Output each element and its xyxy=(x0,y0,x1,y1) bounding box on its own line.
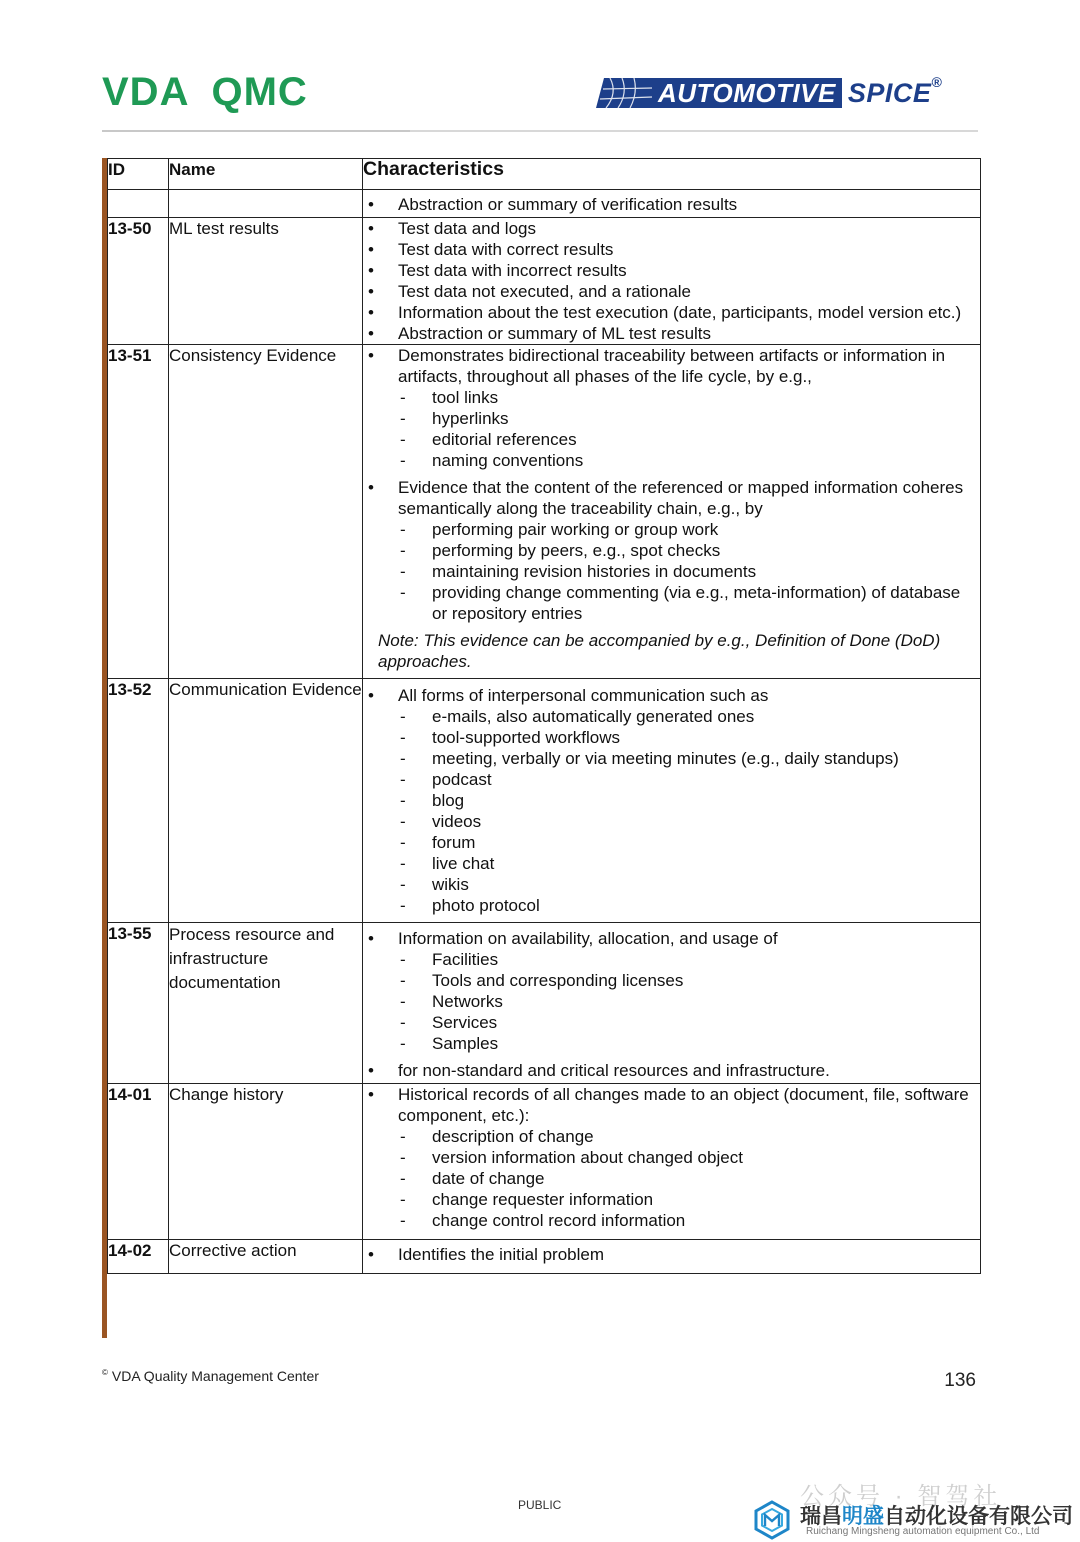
dash-item: - maintaining revision histories in documents xyxy=(398,561,980,582)
bullet-item xyxy=(363,345,980,471)
bullet-item xyxy=(363,1084,980,1231)
table-row xyxy=(108,1240,981,1274)
table-row xyxy=(108,1084,981,1240)
cell-id: 13-51 xyxy=(108,345,169,679)
dash-item: - performing pair working or group work xyxy=(398,519,980,540)
cell-characteristics xyxy=(363,345,981,679)
dash-item: - change control record information xyxy=(398,1210,980,1231)
table-header-row xyxy=(108,159,981,190)
cell-name: Consistency Evidence xyxy=(169,345,363,679)
company-name-part: 自动化设备有限公司 xyxy=(884,1504,1073,1528)
watermark-faded-text: 公众号 · 智驾社 xyxy=(800,1483,1002,1510)
bullet-item: • for non-standard and critical resources and infrastructure. xyxy=(363,1060,980,1081)
cell-name: Communication Evidence xyxy=(169,679,363,923)
copyright-symbol: © xyxy=(102,1368,108,1377)
dash-item: - blog xyxy=(398,790,980,811)
dash-item: - naming conventions xyxy=(398,450,980,471)
cell-characteristics xyxy=(363,1084,981,1240)
registered-mark: ® xyxy=(931,73,943,90)
dash-item: - change requester information xyxy=(398,1189,980,1210)
dash-item: - tool links xyxy=(398,387,980,408)
dash-item: - photo protocol xyxy=(398,895,980,916)
bullet-text: Information on availability, allocation, and usage of xyxy=(398,929,778,948)
footer-org: VDA Quality Management Center xyxy=(111,1368,319,1384)
cell-characteristics xyxy=(363,190,981,218)
spice-word: SPICE xyxy=(847,77,932,108)
bullet-item xyxy=(363,928,980,1054)
cell-id: 14-02 xyxy=(108,1240,169,1274)
table-row xyxy=(108,345,981,679)
dash-item: - forum xyxy=(398,832,980,853)
qmc-logo-text: QMC xyxy=(211,70,308,114)
dash-item: - Samples xyxy=(398,1033,980,1054)
cell-id: 14-01 xyxy=(108,1084,169,1240)
bullet-item: • Abstraction or summary of verification results xyxy=(363,194,980,215)
column-header-name: Name xyxy=(169,159,363,190)
table-row xyxy=(108,218,981,345)
company-name-highlight: 明盛 xyxy=(842,1504,884,1528)
bullet-text: Evidence that the content of the referenced or mapped information coheres semantically along the traceability chain, e.g., by xyxy=(398,478,964,518)
dash-item: - editorial references xyxy=(398,429,980,450)
globe-icon xyxy=(596,77,652,109)
cell-id: 13-52 xyxy=(108,679,169,923)
header-divider-left xyxy=(102,130,410,132)
footer-copyright xyxy=(102,1368,319,1384)
column-header-characteristics: Characteristics xyxy=(363,159,981,190)
dash-item: - version information about changed object xyxy=(398,1147,980,1168)
note-text: Note: This evidence can be accompanied by e.g., Definition of Done (DoD) approaches. xyxy=(378,631,941,671)
cell-characteristics xyxy=(363,1240,981,1274)
cell-name: Change history xyxy=(169,1084,363,1240)
cell-name: ML test results xyxy=(169,218,363,345)
bullet-text: All forms of interpersonal communication such as xyxy=(398,686,769,705)
bullet-item: • Test data with incorrect results xyxy=(363,260,980,281)
bullet-item xyxy=(363,685,980,916)
bullet-item: • Information about the test execution (date, participants, model version etc.) xyxy=(363,302,980,323)
dash-item: - wikis xyxy=(398,874,980,895)
dash-item: - date of change xyxy=(398,1168,980,1189)
company-name-en: Ruichang Mingsheng automation equipment Co., Ltd xyxy=(806,1526,1040,1537)
cell-id: 13-50 xyxy=(108,218,169,345)
dash-item: - description of change xyxy=(398,1126,980,1147)
work-products-table xyxy=(107,158,981,1274)
cell-id: 13-55 xyxy=(108,923,169,1084)
company-logo-icon xyxy=(752,1500,792,1540)
dash-item: - meeting, verbally or via meeting minutes (e.g., daily standups) xyxy=(398,748,980,769)
table-row xyxy=(108,679,981,923)
cell-id xyxy=(108,190,169,218)
dash-item: - hyperlinks xyxy=(398,408,980,429)
cell-characteristics xyxy=(363,218,981,345)
dash-item: - videos xyxy=(398,811,980,832)
vda-qmc-logo xyxy=(102,70,308,115)
dash-item: - e-mails, also automatically generated ones xyxy=(398,706,980,727)
dash-item: - Tools and corresponding licenses xyxy=(398,970,980,991)
classification-label: PUBLIC xyxy=(518,1498,562,1512)
cell-name: Process resource and infrastructure documentation xyxy=(169,923,363,1084)
header-divider-right xyxy=(410,130,978,132)
dash-item: - tool-supported workflows xyxy=(398,727,980,748)
cell-name: Corrective action xyxy=(169,1240,363,1274)
bullet-item: • Abstraction or summary of ML test results xyxy=(363,323,980,344)
bullet-item: • Test data with correct results xyxy=(363,239,980,260)
bullet-item: • Identifies the initial problem xyxy=(363,1244,980,1265)
bullet-text: Historical records of all changes made to an object (document, file, software component, etc.): xyxy=(398,1085,969,1125)
cell-name xyxy=(169,190,363,218)
bullet-text: Demonstrates bidirectional traceability between artifacts or information in artifacts, throughout all phases of the life cycle, by e.g., xyxy=(398,346,946,386)
table-row xyxy=(108,923,981,1084)
dash-item: - Services xyxy=(398,1012,980,1033)
company-name-part: 瑞昌 xyxy=(800,1504,842,1528)
automotive-text: AUTOMOTIVE xyxy=(652,78,842,108)
bullet-item xyxy=(363,477,980,624)
table-row-continuation xyxy=(108,190,981,218)
cell-characteristics xyxy=(363,923,981,1084)
vda-logo-text: VDA xyxy=(102,70,190,114)
cell-characteristics xyxy=(363,679,981,923)
column-header-id: ID xyxy=(108,159,169,190)
bullet-item: • Test data and logs xyxy=(363,218,980,239)
spice-text xyxy=(847,73,943,109)
bullet-item: • Test data not executed, and a rationale xyxy=(363,281,980,302)
dash-item: - providing change commenting (via e.g., meta-information) of database or repository entries xyxy=(398,582,980,624)
dash-item: - Facilities xyxy=(398,949,980,970)
dash-item: - live chat xyxy=(398,853,980,874)
dash-item: - performing by peers, e.g., spot checks xyxy=(398,540,980,561)
dash-item: - Networks xyxy=(398,991,980,1012)
page-number: 136 xyxy=(944,1370,976,1391)
dash-item: - podcast xyxy=(398,769,980,790)
automotive-spice-logo xyxy=(596,73,976,109)
